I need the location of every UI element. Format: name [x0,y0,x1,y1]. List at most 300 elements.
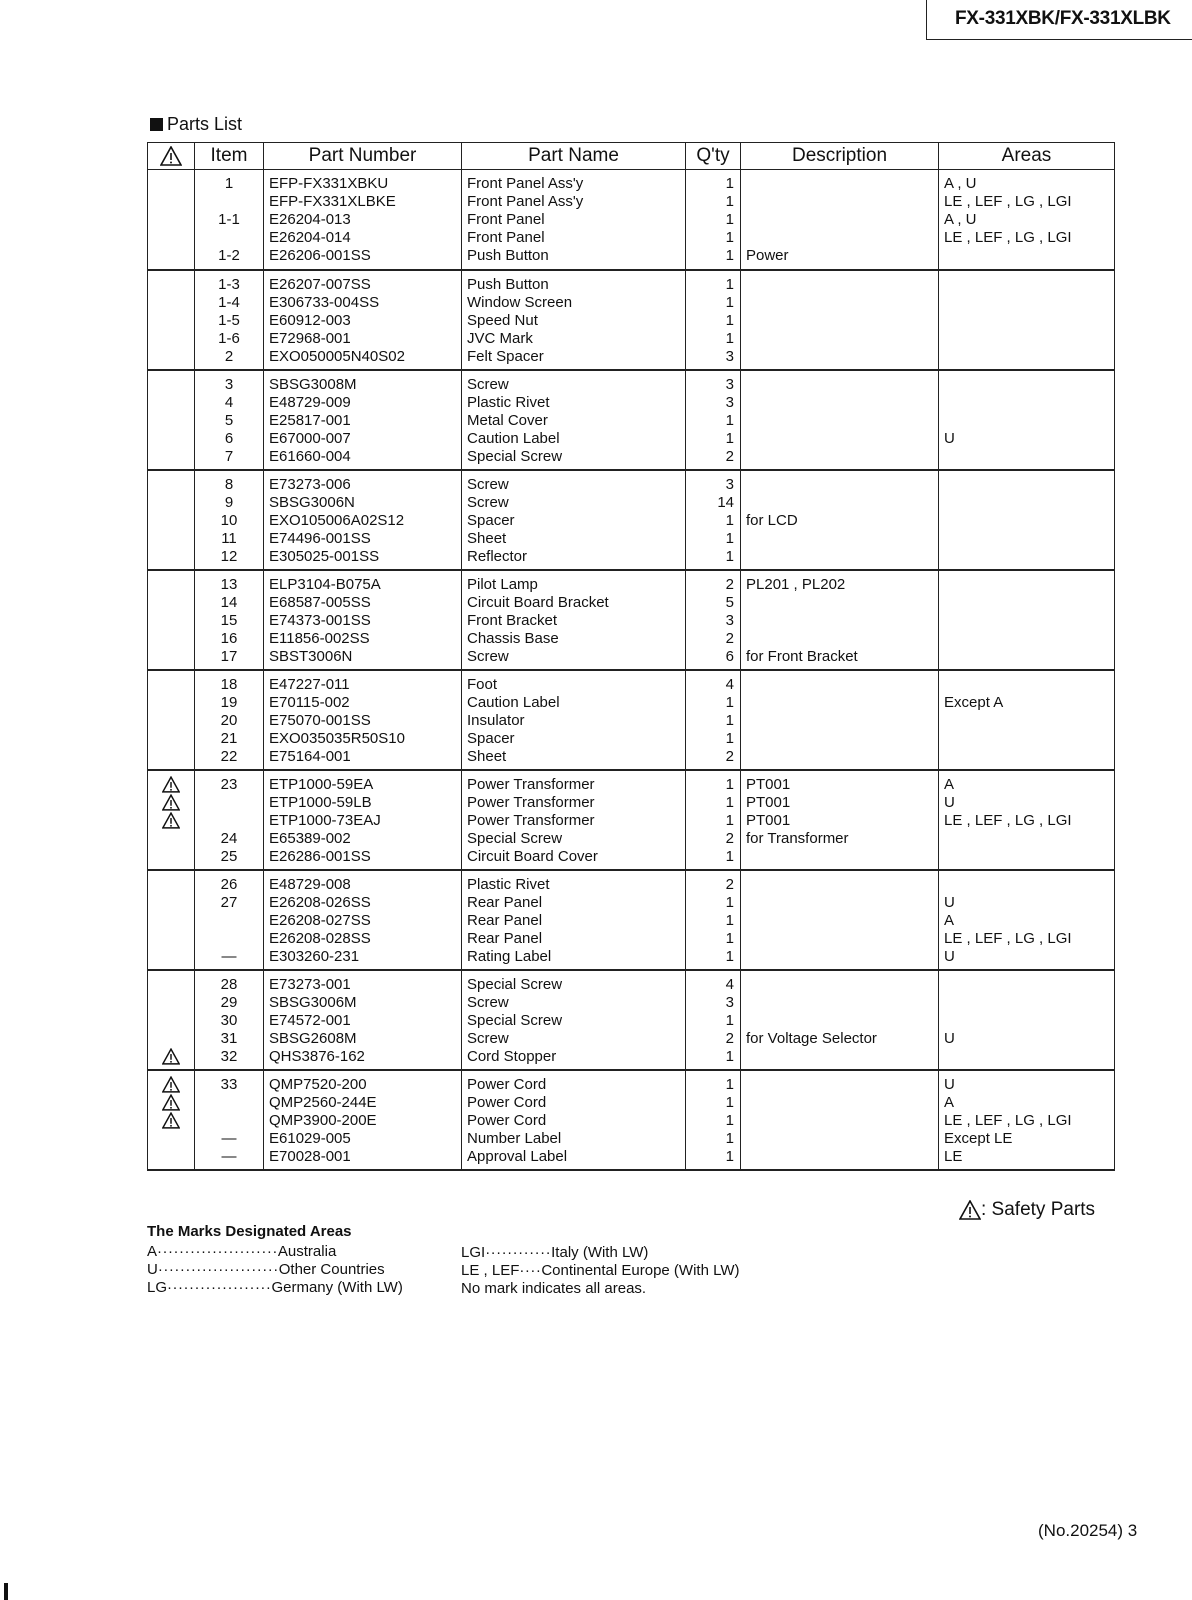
part-name-line: Spacer [467,729,515,747]
description-line [746,376,933,394]
areas-line [944,630,1109,648]
description-line [746,193,933,211]
qty-line: 1 [725,429,734,447]
safety-line [153,748,189,766]
cell-safety [148,170,195,270]
safety-line [153,912,189,930]
safety-line [153,1048,189,1066]
part-number-line: ETP1000-59LB [269,793,372,811]
cell-part-name [462,270,686,370]
cell-qty [686,670,741,770]
qty-line: 3 [725,393,734,411]
part-name-line: Power Transformer [467,775,595,793]
cell-part-number [264,1070,462,1170]
part-number-line: EXO050005N40S02 [269,347,405,365]
item-line: 13 [220,575,238,593]
qty-line: 1 [725,775,734,793]
part-name-line: Plastic Rivet [467,875,550,893]
part-number-line: E11856-002SS [269,629,370,647]
part-number-line: E61029-005 [269,1129,351,1147]
qty-line: 1 [725,1075,734,1093]
safety-line [153,476,189,494]
areas-line [944,476,1109,494]
cell-safety [148,870,195,970]
part-number-line: E68587-005SS [269,593,371,611]
marks-title: The Marks Designated Areas [147,1223,352,1240]
description-line: PT001 [746,793,791,811]
section-title [150,114,242,135]
item-line: 31 [220,1029,238,1047]
part-name-line: Circuit Board Bracket [467,593,609,611]
part-number-line: QMP2560-244E [269,1093,377,1111]
part-number-line: E48729-008 [269,875,351,893]
edge-mark [4,1583,8,1600]
part-name-line: Special Screw [467,975,563,993]
cell-part-name [462,370,686,470]
safety-line [153,876,189,894]
item-line: 26 [220,875,238,893]
header-qty: Q'ty [686,143,741,170]
part-name-line: Special Screw [467,829,563,847]
areas-line: Except LE [944,1129,1013,1147]
areas-line: U [944,1029,955,1047]
qty-line: 1 [725,293,734,311]
part-number-line: E65389-002 [269,829,351,847]
cell-part-number [264,570,462,670]
safety-line [153,376,189,394]
item-line: 1-1 [218,211,240,228]
safety-line [153,994,189,1012]
areas-line [944,612,1109,630]
item-line: 30 [220,1011,238,1029]
cell-part-number [264,870,462,970]
description-line [746,876,933,894]
qty-line: 3 [725,347,734,365]
areas-line [944,348,1109,366]
cell-areas [939,370,1115,470]
areas-line [944,376,1109,394]
table-row-group [148,470,1115,570]
item-line: 19 [220,693,238,711]
safety-line [153,211,189,229]
cell-description [741,470,939,570]
cell-part-name [462,470,686,570]
cell-qty [686,570,741,670]
item-line: 4 [224,393,234,411]
mark-meaning: Continental Europe (With LW) [541,1262,740,1279]
areas-line [944,494,1109,512]
description-line [746,294,933,312]
cell-description [741,1070,939,1170]
mark-code: A [147,1243,158,1260]
cell-item [195,1070,264,1170]
part-number-line: E73273-001 [269,975,351,993]
cell-qty [686,1070,741,1170]
part-name-line: Power Transformer [467,793,595,811]
qty-line: 1 [725,729,734,747]
item-line: 9 [224,493,234,511]
part-number-line: E25817-001 [269,411,351,429]
item-line: 25 [220,847,238,865]
item-line: 20 [220,711,238,729]
part-number-line: E26207-007SS [269,275,371,293]
item-line: 29 [220,993,238,1011]
safety-line [153,830,189,848]
part-number-line: E70028-001 [269,1147,351,1165]
part-number-line: E26208-028SS [269,929,371,947]
areas-line: A , U [944,211,977,228]
mark-code: LGI [461,1244,486,1261]
cell-areas [939,1070,1115,1170]
part-number-line: QMP7520-200 [269,1075,367,1093]
safety-line [153,794,189,812]
leader-dots: ······················ [157,1261,279,1278]
areas-line [944,276,1109,294]
areas-line: U [944,947,955,965]
table-row-group [148,370,1115,470]
part-number-line: EXO035035R50S10 [269,729,405,747]
safety-line [153,312,189,330]
qty-line: 1 [725,893,734,911]
header-safety [148,143,195,170]
cell-description [741,370,939,470]
item-line: 28 [220,975,238,993]
safety-line [153,676,189,694]
cell-part-number [264,270,462,370]
part-number-line: E26208-026SS [269,893,371,911]
model-title: FX-331XBK/FX-331XLBK [955,8,1171,29]
part-number-line: E75070-001SS [269,711,371,729]
part-name-line: Plastic Rivet [467,393,550,411]
cell-part-number [264,470,462,570]
item-line: — [221,947,237,965]
part-name-line: Screw [467,493,509,511]
marks-note: No mark indicates all areas. [461,1280,647,1297]
areas-line: LE , LEF , LG , LGI [944,811,1072,829]
part-number-line: E60912-003 [269,311,351,329]
description-line [746,548,933,566]
safety-line [153,448,189,466]
safety-line [153,512,189,530]
table-row-group [148,570,1115,670]
item-line: 5 [224,411,234,429]
safety-line [153,694,189,712]
part-name-line: Power Cord [467,1111,547,1129]
marks-legend [147,1223,403,1297]
part-name-line: Reflector [467,547,528,565]
areas-line [944,676,1109,694]
description-line [746,1094,933,1112]
safety-line [153,494,189,512]
table-row-group [148,970,1115,1070]
cell-areas [939,270,1115,370]
description-line [746,476,933,494]
item-line [200,794,258,812]
qty-line: 1 [725,929,734,947]
qty-line: 2 [725,447,734,465]
safety-triangle-icon [162,776,180,793]
areas-line [944,1012,1109,1030]
leader-dots: ············ [485,1244,552,1261]
header-description: Description [741,143,939,170]
qty-line: 2 [725,747,734,765]
description-line [746,276,933,294]
safety-triangle-icon [162,794,180,811]
square-bullet-icon [150,118,163,131]
part-name-line: Caution Label [467,429,560,447]
areas-line [944,576,1109,594]
table-row-group [148,170,1115,270]
cell-item [195,970,264,1070]
mark-row [461,1262,739,1280]
cell-areas [939,670,1115,770]
part-name-line: Chassis Base [467,629,559,647]
part-number-line: EFP-FX331XBKU [269,175,389,192]
mark-row [147,1243,403,1261]
table-row-group [148,670,1115,770]
item-line: 17 [220,647,238,665]
cell-qty [686,970,741,1070]
areas-line [944,748,1109,766]
areas-line [944,512,1109,530]
table-row-group [148,1070,1115,1170]
part-name-line: Insulator [467,711,525,729]
areas-line: A [944,775,955,793]
part-name-line: Felt Spacer [467,347,544,365]
item-line [200,193,258,211]
description-line [746,330,933,348]
part-number-line: QMP3900-200E [269,1111,377,1129]
qty-line: 1 [725,529,734,547]
areas-line: U [944,1075,955,1093]
safety-line [153,1094,189,1112]
part-number-line: E67000-007 [269,429,351,447]
item-line: 1-4 [218,293,240,311]
description-line [746,312,933,330]
areas-line: Except A [944,693,1004,711]
cell-description [741,670,939,770]
item-line: — [221,1147,237,1165]
item-line [200,1112,258,1130]
description-line [746,712,933,730]
qty-line: 1 [725,711,734,729]
safety-line [153,776,189,794]
part-number-line: E74496-001SS [269,529,371,547]
part-name-line: Metal Cover [467,411,548,429]
cell-safety [148,370,195,470]
description-line: for LCD [746,511,798,529]
part-number-line: E61660-004 [269,447,351,465]
description-line: Power [746,247,789,264]
description-line: PL201 , PL202 [746,575,846,593]
qty-line: 1 [725,911,734,929]
part-name-line: Rear Panel [467,929,543,947]
cell-qty [686,170,741,270]
item-line: 2 [224,347,234,365]
description-line: PT001 [746,775,791,793]
description-line [746,494,933,512]
description-line [746,730,933,748]
areas-line [944,530,1109,548]
part-name-line: Front Bracket [467,611,558,629]
description-line [746,175,933,193]
description-line [746,530,933,548]
qty-line: 2 [725,629,734,647]
item-line [200,812,258,830]
item-line: 12 [220,547,238,565]
part-name-line: Power Transformer [467,811,595,829]
cell-item [195,470,264,570]
safety-line [153,812,189,830]
description-line [746,994,933,1012]
qty-line: 2 [725,1029,734,1047]
qty-line: 1 [725,547,734,565]
mark-code: LG [147,1279,168,1296]
cell-part-name [462,670,686,770]
part-name-line: Push Button [467,247,549,264]
cell-areas [939,570,1115,670]
safety-line [153,594,189,612]
part-name-line: Circuit Board Cover [467,847,598,865]
description-line [746,894,933,912]
areas-line [944,594,1109,612]
mark-row [147,1279,403,1297]
part-name-line: Sheet [467,529,507,547]
description-line [746,1148,933,1166]
part-name-line: Screw [467,1029,509,1047]
leader-dots: ··················· [167,1279,272,1296]
cell-part-name [462,570,686,670]
item-line: 11 [221,529,237,547]
safety-parts-legend [959,1199,1095,1221]
table-row-group [148,870,1115,970]
areas-line [944,648,1109,666]
part-number-line: SBSG3006N [269,493,355,511]
cell-part-name [462,770,686,870]
safety-line [153,648,189,666]
qty-line: 3 [725,375,734,393]
areas-line: LE [944,1147,963,1165]
qty-line: 5 [725,593,734,611]
cell-part-number [264,170,462,270]
safety-line [153,548,189,566]
safety-line [153,1076,189,1094]
areas-line [944,312,1109,330]
areas-line [944,712,1109,730]
part-name-line: Approval Label [467,1147,568,1165]
areas-line [944,830,1109,848]
safety-line [153,348,189,366]
part-name-line: Front Panel Ass'y [467,193,584,210]
safety-line [153,330,189,348]
item-line: 18 [220,675,238,693]
cell-item [195,370,264,470]
item-line: 1 [224,175,234,192]
safety-triangle-icon [959,1200,981,1220]
areas-line: U [944,429,955,447]
part-number-line: E74572-001 [269,1011,351,1029]
part-number-line: E26208-027SS [269,911,371,929]
part-name-line: JVC Mark [467,329,533,347]
item-line: 23 [220,775,238,793]
safety-line [153,1112,189,1130]
cell-areas [939,470,1115,570]
qty-line: 4 [725,975,734,993]
description-line [746,976,933,994]
part-name-line: Front Panel Ass'y [467,175,584,192]
part-name-line: Cord Stopper [467,1047,557,1065]
description-line [746,930,933,948]
description-line [746,448,933,466]
part-name-line: Power Cord [467,1075,547,1093]
safety-line [153,530,189,548]
cell-description [741,770,939,870]
header-part-name: Part Name [462,143,686,170]
item-line: 10 [220,511,238,529]
safety-line [153,848,189,866]
safety-triangle-icon [162,1076,180,1093]
part-number-line: ETP1000-73EAJ [269,811,381,829]
areas-line [944,876,1109,894]
areas-line [944,448,1109,466]
part-number-line: E74373-001SS [269,611,371,629]
safety-line [153,412,189,430]
safety-line [153,930,189,948]
description-line [746,1012,933,1030]
part-number-line: E72968-001 [269,329,351,347]
header-part-number: Part Number [264,143,462,170]
qty-line: 2 [725,829,734,847]
description-line [746,412,933,430]
qty-line: 2 [725,575,734,593]
areas-line [944,548,1109,566]
areas-line: A [944,1093,955,1111]
cell-part-number [264,370,462,470]
cell-qty [686,370,741,470]
cell-part-number [264,770,462,870]
item-line: 1-2 [218,247,240,264]
areas-line: LE , LEF , LG , LGI [944,929,1072,947]
part-number-line: EXO105006A02S12 [269,511,405,529]
cell-areas [939,970,1115,1070]
qty-line: 4 [725,675,734,693]
qty-line: 1 [725,847,734,865]
cell-areas [939,170,1115,270]
item-line: 27 [220,893,238,911]
mark-meaning: Other Countries [278,1261,385,1278]
part-name-line: Rear Panel [467,911,543,929]
part-name-line: Screw [467,375,509,393]
cell-description [741,570,939,670]
safety-line [153,276,189,294]
description-line: for Front Bracket [746,647,858,665]
description-line [746,1076,933,1094]
areas-line: LE , LEF , LG , LGI [944,1111,1072,1129]
cell-description [741,870,939,970]
table-header-row [148,143,1115,170]
areas-line: A , U [944,175,977,192]
part-name-line: Screw [467,475,509,493]
safety-line [153,712,189,730]
cell-part-number [264,670,462,770]
part-number-line: E303260-231 [269,947,360,965]
item-line: 22 [220,747,238,765]
safety-triangle-icon [160,146,182,166]
safety-line [153,229,189,247]
description-line [746,394,933,412]
cell-part-name [462,870,686,970]
cell-description [741,270,939,370]
